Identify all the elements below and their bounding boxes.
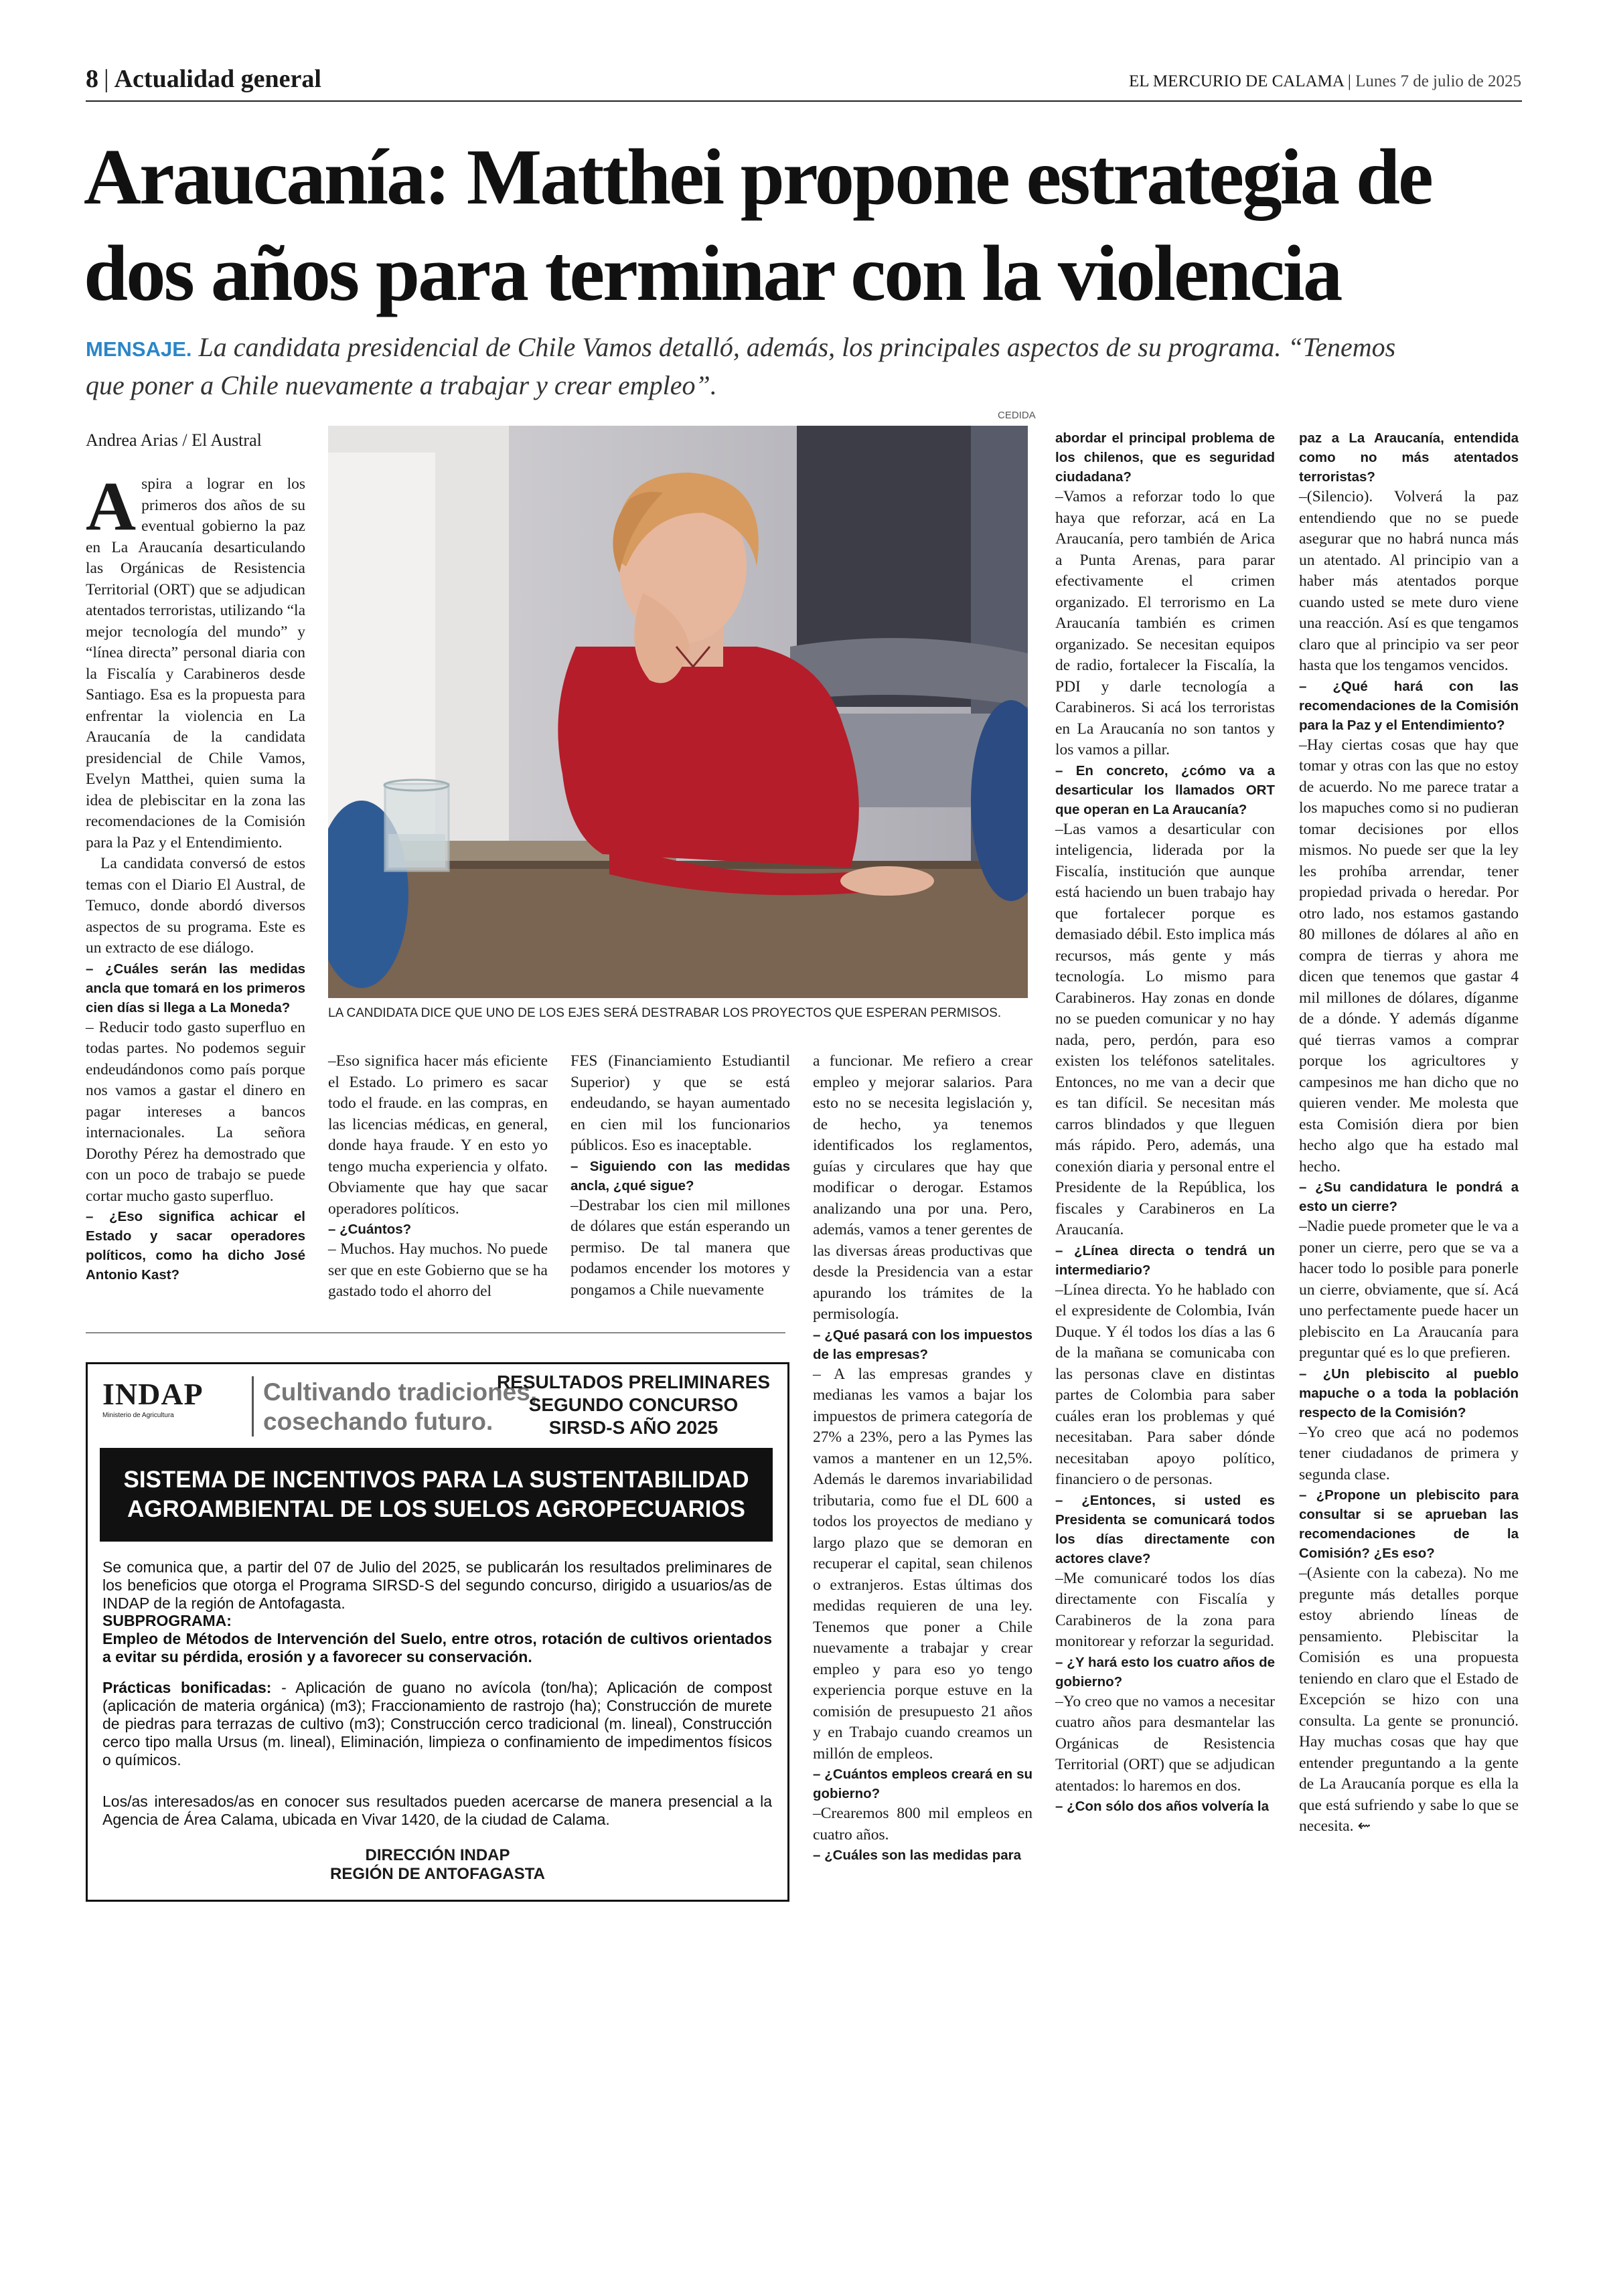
page-number: 8 [86,65,98,93]
article-photo [328,426,1028,998]
header-separator: | [1343,72,1356,90]
results-line-1: RESULTADOS PRELIMINARES [496,1372,771,1392]
article-column-1 [86,468,305,1285]
interview-answer: –Crearemos 800 mil empleos en cuatro años. [813,1805,1032,1843]
drop-cap: A [86,468,137,545]
publication-name: EL MERCURIO DE CALAMA [1128,72,1344,90]
article-column-6 [1299,428,1519,1837]
interview-answer: – A las empresas grandes y medianas les vamos a bajar los impuestos de primera categoría de 27% a 23%, pero a las Pymes las vamos a mantener en un 12,5%. Además le daremos invariabilidad tributaria, como fue el DL 600 a todos los proyectos de mediano y largo plazo que se demoran en recuperar el capital, sean chilenos o extranjeros. Estas últimas dos medidas requieren de una ley. Tenemos que poner a Chile nuevamente a trabajar y crear empleo y para eso yo tengo experiencia porque estuve en la comisión de presupuesto 21 años y en Trabajo cuando creamos un millón de empleos. [813,1365,1032,1762]
ad-banner [100,1448,773,1542]
ad-practices [102,1679,772,1769]
page-header-publication [1129,72,1521,91]
photo-caption: LA CANDIDATA DICE QUE UNO DE LOS EJES SERÁ DESTRABAR LOS PROYECTOS QUE ESPERAN PERMISOS. [328,1006,1002,1020]
slogan-line-2: cosechando futuro. [263,1408,493,1435]
article-column-2 [328,1051,548,1303]
footer-line-2: REGIÓN DE ANTOFAGASTA [330,1865,545,1883]
byline: Andrea Arias / El Austral [86,430,262,450]
logo-word: INDAP [102,1377,204,1411]
practices-label: Prácticas bonificadas: [102,1679,272,1696]
deck-kicker: MENSAJE. [86,337,192,361]
interview-answer: FES (Financiamiento Estudiantil Superior) y que se está endeudando, se hayan aumentado en cien mil los funcionarios públicos. Eso es inaceptable. [570,1052,790,1154]
header-rule [86,100,1522,102]
interview-answer: –Nadie puede prometer que le va a poner un cierre, pero que se va a hacer todo lo posible para ponerle un cierre, obviamente, que sí. Acá uno perfectamente puede hacer un plebiscito en La Araucanía para preguntar qué es lo que prefieren. [1299,1218,1519,1362]
headline-line-1: Araucanía: Matthei propone estrategia de [84,133,1432,221]
headline-line-2: dos años para terminar con la violencia [84,229,1341,317]
slogan-line-1: Cultivando tradiciones, [263,1378,538,1406]
interview-answer: –(Silencio). Volverá la paz entendiendo que no se puede asegurar que no habrá nunca más un atentado. Al principio van a haber más atentados porque cuando usted se mete duro viene una reacción. Así es que tengamos claro que al principio va ser peor hasta que los tengamos vencidos. [1299,488,1519,674]
ad-closing: Los/as interesados/as en conocer sus resultados pueden acercarse de manera presencial a la Agencia de Área Calama, ubicada en Vivar 1420, de la ciudad de Calama. [102,1793,772,1828]
interview-answer: –Las vamos a desarticular con inteligencia, liderada por la Fiscalía, institución que aunque está haciendo un buen trabajo hay que fortalecer porque es demasiado débil. Esto implica más recursos, más gente y más tecnología. Lo mismo para Carabineros. Hay zonas en donde no se pueden comunicar y no hay nada, pero, perdón, para eso existen los teléfonos satelitales. Entonces, no me van a decir que es tan difícil. Se necesitan más carros blindados y que lleguen más rápido. Pero, además, una conexión diaria y personal entre el Presidente de la República, los fiscales y Carabineros en La Araucanía. [1055,820,1275,1238]
ad-results-title [493,1371,774,1439]
footer-line-1: DIRECCIÓN INDAP [365,1846,510,1864]
ad-footer [88,1846,787,1884]
photo-credit: CEDIDA [998,410,1036,421]
deck [86,329,1519,404]
page-header-section [86,64,321,94]
subprogram-text: Empleo de Métodos de Intervención del Suelo, entre otros, rotación de cultivos orientados a evitar su pérdida, erosión y a favorecer su conservación. [102,1630,772,1665]
indap-advertisement [86,1362,789,1902]
subprogram-label: SUBPROGRAMA: [102,1612,232,1629]
section-divider [86,1332,785,1333]
logo-subtitle: Ministerio de Agricultura [102,1412,174,1419]
header-separator: | [104,65,109,93]
interview-question: – ¿Qué hará con las recomendaciones de la Comisión para la Paz y el Entendimiento? [1299,678,1519,733]
interview-question: – ¿Cuántos empleos creará en su gobierno? [813,1767,1032,1801]
logo-divider [252,1376,254,1437]
interview-question: – ¿Cuáles serán las medidas ancla que tomará en los primeros cien días si llega a La Moneda? [86,961,305,1015]
results-line-3: SIRSD-S AÑO 2025 [548,1417,718,1438]
interview-answer: –Línea directa. Yo he hablado con el expresidente de Colombia, Iván Duque. Y él todos los días a las 6 de la mañana se comunicaba con las personas clave en distintas partes de Colombia para saber cuáles eran los problemas y qué necesitaban. Para saber dónde necesitaban apoyo político, financiero o de personas. [1055,1281,1275,1488]
article-column-4 [813,1051,1032,1865]
deck-line-1: La candidata presidencial de Chile Vamos detalló, además, los principales aspectos de su programa. “Tenemos [198,332,1396,362]
interview-question: paz a La Araucanía, entendida como no más atentados terroristas? [1299,430,1519,485]
interview-answer: –Yo creo que no vamos a necesitar cuatro años para desmantelar las Orgánicas de Resistencia Territorial (ORT) que se adjudican atentados: lo haremos en dos. [1055,1692,1275,1795]
end-mark-icon: ⇜ [1357,1817,1371,1835]
interview-question: – ¿Entonces, si usted es Presidenta se comunicará todos los días directamente con actores clave? [1055,1492,1275,1566]
interview-answer: –Yo creo que acá no podemos tener ciudadanos de primera y segunda clase. [1299,1423,1519,1483]
interview-question: – ¿Qué pasará con los impuestos de las empresas? [813,1327,1032,1362]
interview-question: – ¿Cuántos? [328,1222,412,1237]
banner-line-1: SISTEMA DE INCENTIVOS PARA LA SUSTENTABILIDAD [123,1467,749,1493]
interview-answer: –Hay ciertas cosas que hay que tomar y otras con las que no estoy de acuerdo. No me parece tratar a los mapuches como si no pudieran tomar decisiones por ellos mismos. No puede ser que la ley les prohíba arrendar, tener propiedad privada o heredar. Por otro lado, nos estamos gastando 80 millones de dólares al año en compra de tierras y ahora me dicen que tenemos que gastar 4 mil millones de dólares, díganme de a dónde. Y además díganme qué tierras vamos a comprar porque los agricultores y campesinos me han dicho que no quieren vender. Me molesta que esta Comisión diera por bien hecho algo que ha estado mal hecho. [1299,736,1519,1175]
ad-intro: Se comunica que, a partir del 07 de Julio del 2025, se publicarán los resultados preliminares de los beneficios que otorga el Programa SIRSD-S del segundo concurso, dirigido a usuarios/as de INDAP de la región de Antofagasta. [102,1558,772,1612]
ad-subprogram [102,1612,772,1666]
interview-question: – ¿Un plebiscito al pueblo mapuche o a toda la población respecto de la Comisión? [1299,1366,1519,1420]
interview-answer: –Eso significa hacer más eficiente el Estado. Lo primero es sacar todo el fraude. en las compras, en las licencias médicas, en general, donde haya fraude. Y en esto yo tengo mucha experiencia y olfato. Obviamente que hay que sacar operadores políticos. [328,1052,548,1218]
interview-question: – ¿Propone un plebiscito para consultar si se aprueban las recomendaciones de la Comisión? ¿Es eso? [1299,1487,1519,1561]
interview-answer: –Destrabar los cien mil millones de dólares que están esperando un permiso. De tal manera que podamos encender los motores y pongamos a Chile nuevamente [570,1196,790,1299]
interview-question: – ¿Y hará esto los cuatro años de gobierno? [1055,1654,1275,1690]
indap-logo [102,1376,246,1419]
article-column-5 [1055,428,1275,1816]
headline [84,129,1530,321]
interview-answer: –Me comunicaré todos los días directamente con Fiscalía y Carabineros de la zona para monitorear y reforzar la seguridad. [1055,1569,1275,1650]
lead-paragraph: spira a lograr en los primeros dos años de su eventual gobierno la paz en La Araucanía desarticulando las Orgánicas de Resistencia Territorial (ORT) que se adjudican atentados terroristas, utilizando “la mejor tecnología del mundo” y “línea directa” personal diaria con la Fiscalía y Carabineros desde Santiago. Esa es la propuesta para enfrentar la violencia en La Araucanía de la candidata presidencial de Chile Vamos, Evelyn Matthei, quien suma la idea de plebiscitar en la zona las recomendaciones de la Comisión para la Paz y el Entendimiento. [86,475,305,851]
interview-question: – ¿Línea directa o tendrá un intermediario? [1055,1242,1275,1278]
interview-question: abordar el principal problema de los chilenos, que es seguridad ciudadana? [1055,430,1275,485]
interview-answer: –Vamos a reforzar todo lo que haya que reforzar, acá en La Araucanía, pero también de Arica a Punta Arenas, para parar efectivamente el crimen organizado. El terrorismo en La Araucanía también es crimen organizado. Se necesitan equipos de radio, fortalecer la Fiscalía, la PDI y darle tecnología a Carabineros. Si acá los terroristas en La Araucanía no son tantos y los vamos a pillar. [1055,488,1275,758]
interview-question: – En concreto, ¿cómo va a desarticular los llamados ORT que operan en La Araucanía? [1055,762,1275,817]
interview-question: – ¿Con sólo dos años volvería la [1055,1799,1269,1814]
deck-line-2: que poner a Chile nuevamente a trabajar y crear empleo”. [86,370,717,400]
interview-answer: a funcionar. Me refiero a crear empleo y mejorar salarios. Para esto no se necesita legislación y, de hecho, ya tenemos identificados los reglamentos, guías y circulares que hay que modificar o derogar. Estamos analizando una por una. Pero, además, vamos a tener gerentes de las diversas áreas productivas que desde la Presidencia van a estar apurando los trámites de la permisología. [813,1052,1032,1323]
interview-question: – ¿Su candidatura le pondrá a esto un cierre? [1299,1179,1519,1214]
results-line-2: SEGUNDO CONCURSO [528,1394,739,1415]
interview-answer: –(Asiente con la cabeza). No me pregunte más detalles porque estoy abriendo líneas de pensamiento. Plebiscitar la Comisión es una propuesta teniendo en claro que el Estado de Excepción se hizo con una consulta. La gente se pronunció. Hay muchas cosas que hay que entender preguntando a la gente de La Araucanía porque es ella la que está sufriendo y sabe lo que se necesita. [1299,1564,1519,1835]
photo-illustration [328,426,1028,998]
interview-question: – Siguiendo con las medidas ancla, ¿qué sigue? [570,1158,790,1194]
banner-line-2: AGROAMBIENTAL DE LOS SUELOS AGROPECUARIOS [127,1496,746,1522]
interview-question: – ¿Eso significa achicar el Estado y sacar operadores políticos, como ha dicho José Antonio Kast? [86,1209,305,1283]
section-name: Actualidad general [114,65,321,93]
interview-answer: – Muchos. Hay muchos. No puede ser que en este Gobierno que se ha gastado todo el ahorro del [328,1240,548,1300]
practices-text: - Aplicación de guano no avícola (ton/ha); Aplicación de compost (aplicación de materia orgánica) (m3); Fraccionamiento de rastrojo (ha); Construcción de murete de piedras para terrazas de cultivo (m3); Construcción cerco tradicional (m. lineal), Construcción cerco tipo malla Ursus (m. lineal), Eliminación, limpieza o confinamiento de impedimentos físicos o químicos. [102,1679,772,1769]
publication-date: Lunes 7 de julio de 2025 [1355,72,1521,90]
article-column-3 [570,1051,790,1301]
body-paragraph: La candidata conversó de estos temas con el Diario El Austral, de Temuco, donde abordó diversos aspectos de su programa. Este es un extracto de ese diálogo. [86,855,305,957]
interview-question: – ¿Cuáles son las medidas para [813,1848,1022,1863]
interview-answer: – Reducir todo gasto superfluo en todas partes. No podemos seguir endeudándonos como país porque nos vamos a gastar el dinero en pagar intereses a bancos internacionales. La señora Dorothy Pérez ha demostrado que con un poco de trabajo se puede cortar mucho gasto superfluo. [86,1018,305,1205]
